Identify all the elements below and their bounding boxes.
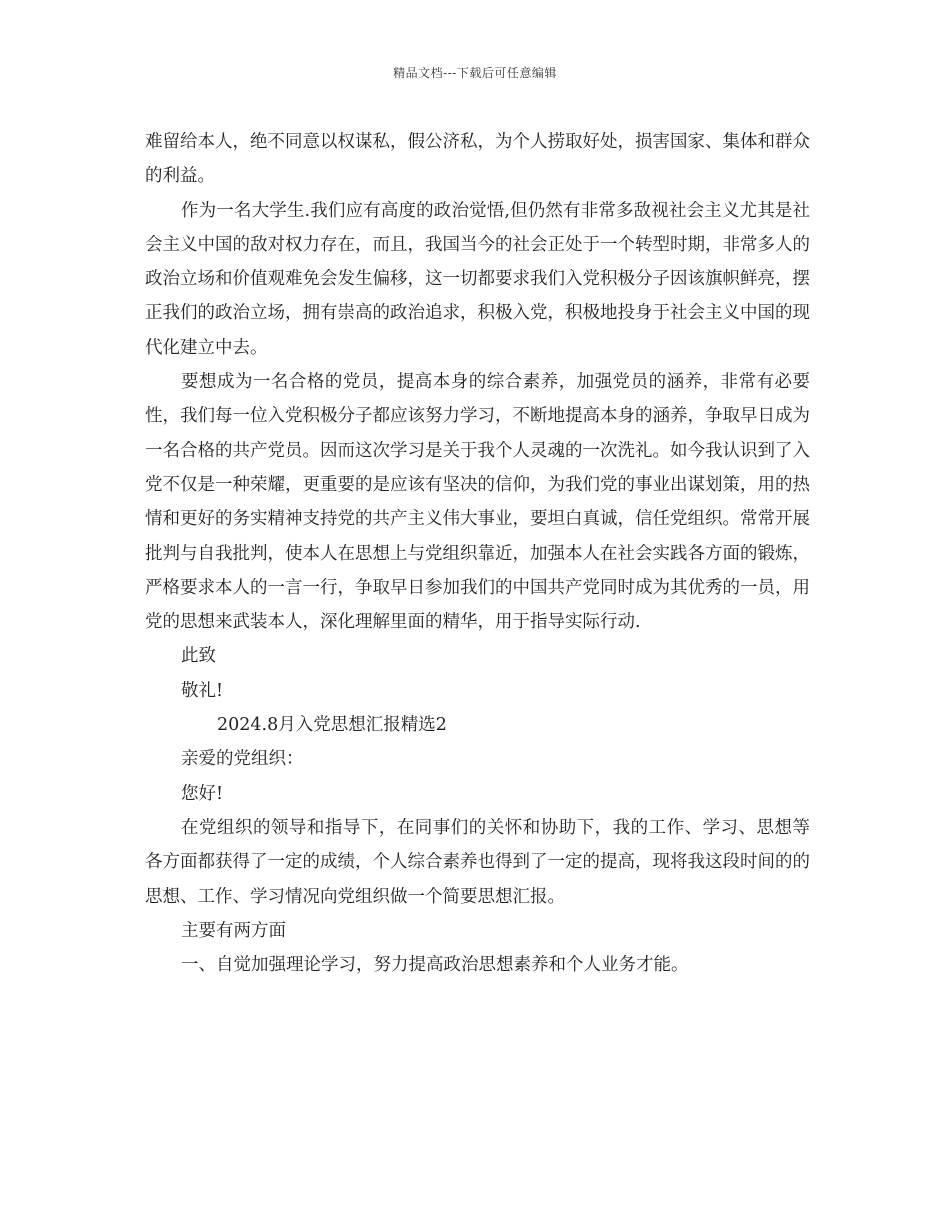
paragraph-qualified-member: 要想成为一名合格的党员，提高本身的综合素养，加强党员的涵养，非常有必要性，我们每一位入党积极分子都应该努力学习，不断地提高本身的涵养，争取早日成为一名合格的共产党员。因而这次学习是关于我个人灵魂的一次洗礼。如今我认识到了入党不仅是一种荣耀，更重要的是应该有坚决的信仰，为我们党的事业出谋划策，用的热情和更好的务实精神支持党的共产主义伟大事业，要坦白真诚，信任党组织。常常开展批判与自我批判，使本人在思想上与党组织靠近，加强本人在社会实践各方面的锻炼，严格要求本人的一言一行，争取早日参加我们的中国共产党同时成为其优秀的一员，用党的思想来武装本人，深化理解里面的精华，用于指导实际行动. xyxy=(145,372,810,633)
paragraph-political-awareness: 作为一名大学生.我们应有高度的政治觉悟,但仍然有非常多敌视社会主义尤其是社会主义中国的敌对权力存在，而且，我国当今的社会正处于一个转型时期，非常多人的政治立场和价值观难免会发生偏移，这一切都要求我们入党积极分子因该旗帜鲜亮，摆正我们的政治立场，拥有崇高的政治追求，积极入党，积极地投身于社会主义中国的现代化建立中去。 xyxy=(145,200,810,358)
page-header: 精品文档---下载后可任意编辑 xyxy=(393,66,557,80)
letter-hello: 您好! xyxy=(181,783,224,804)
paragraph-point-one: 一、自觉加强理论学习，努力提高政治思想素养和个人业务才能。 xyxy=(181,955,689,976)
document-body xyxy=(145,125,810,982)
letter-greeting: 亲爱的党组织： xyxy=(181,749,304,770)
section-title: 2024.8月入党思想汇报精选2 xyxy=(217,715,447,736)
closing-salutation: 此致 xyxy=(181,646,216,667)
paragraph-two-aspects: 主要有两方面 xyxy=(181,920,286,941)
paragraph-report-intro: 在党组织的领导和指导下，在同事们的关怀和协助下，我的工作、学习、思想等各方面都获得了一定的成绩，个人综合素养也得到了一定的提高，现将我这段时间的的思想、工作、学习情况向党组织做一个简要思想汇报。 xyxy=(145,817,810,907)
paragraph-continuation: 难留给本人，绝不同意以权谋私，假公济私，为个人捞取好处，损害国家、集体和群众的利益。 xyxy=(145,132,810,187)
closing-respect: 敬礼! xyxy=(181,680,224,701)
